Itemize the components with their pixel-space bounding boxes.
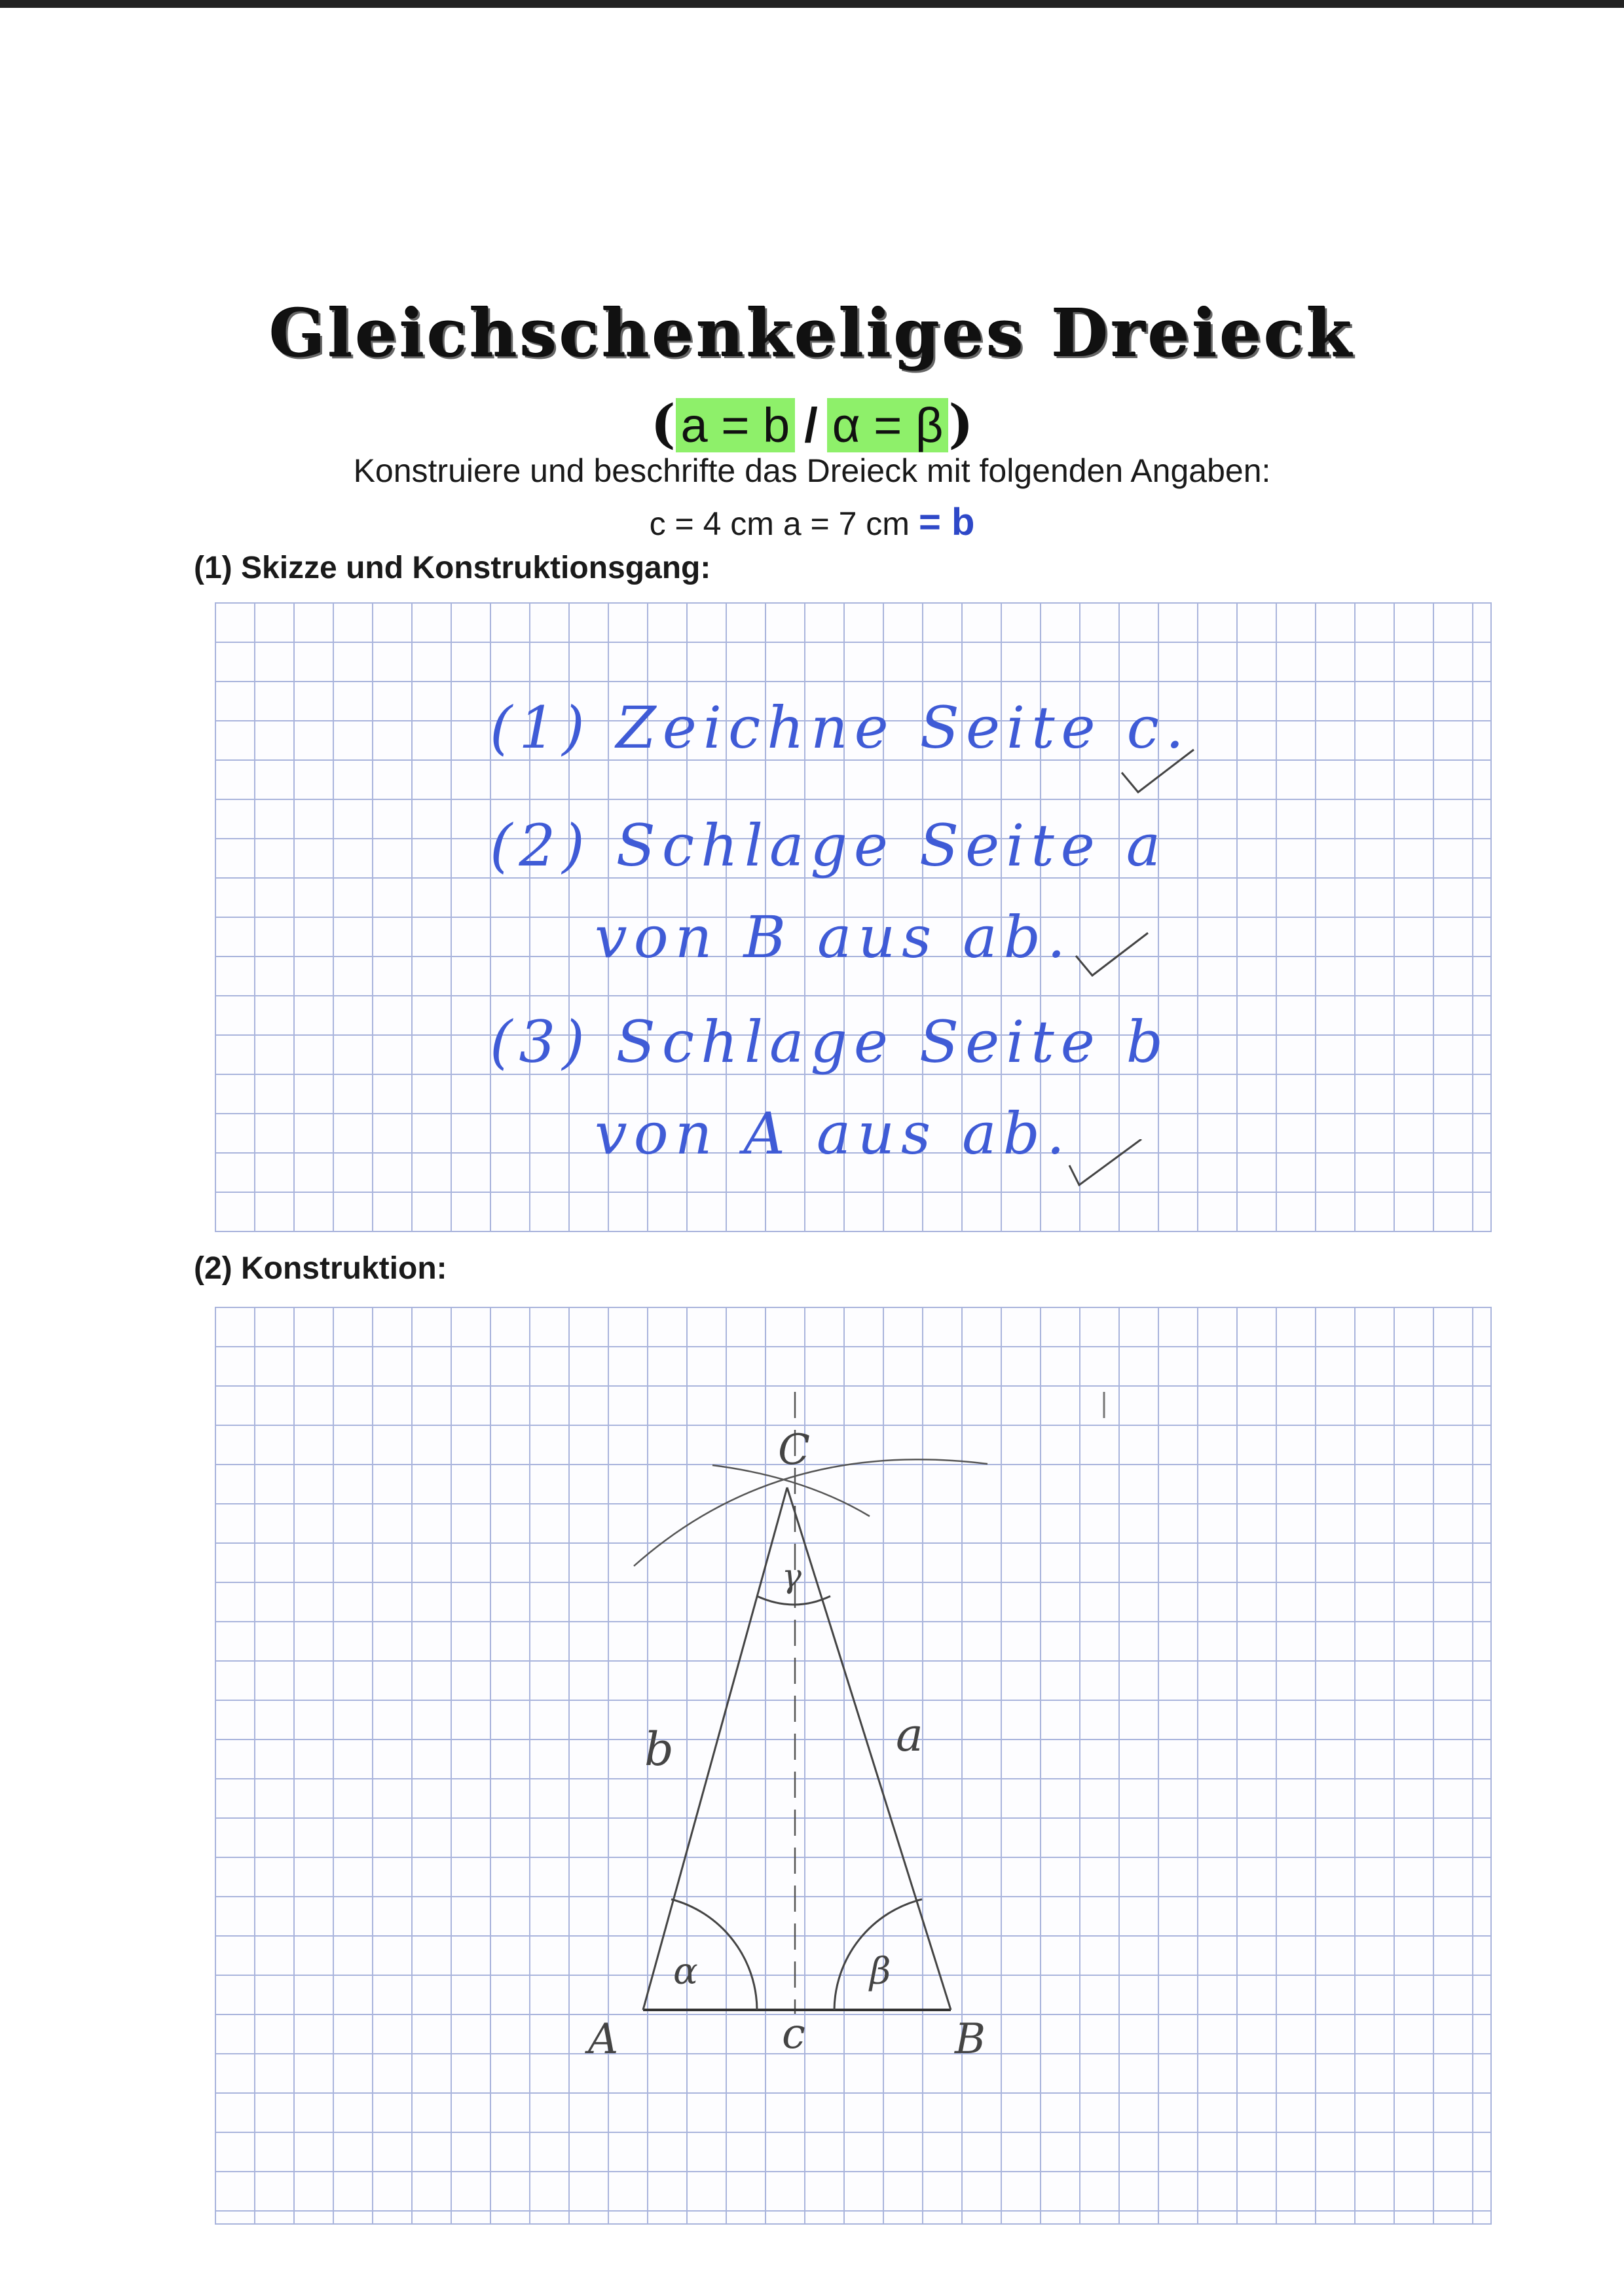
check-mark-2 [1073,930,1151,982]
subtitle-sides-equal: a = b [676,398,796,452]
given-values-text: c = 4 cm a = 7 cm [649,505,910,542]
step-3-line-1: (3) Schlage Seite b [490,1008,1170,1076]
label-side-a: a [896,1708,923,1762]
section-construction-heading: (2) Konstruktion: [194,1251,447,1286]
label-vertex-c: C [778,1426,810,1474]
label-vertex-a: A [588,2015,619,2064]
step-2-line-1: (2) Schlage Seite a [490,812,1168,879]
side-a [787,1487,951,2010]
construction-grid [215,1307,1492,2225]
label-side-c: c [782,2010,805,2058]
label-angle-gamma: γ [782,1557,802,1595]
subtitle-angles-equal: α = β [827,398,949,452]
check-mark-3 [1066,1139,1145,1192]
subtitle-close-paren: ) [948,393,974,454]
given-handwritten-annotation: = b [918,501,975,543]
task-instruction: Konstruiere und beschrifte das Dreieck mit folgenden Angaben: [353,452,1271,489]
step-1: (1) Zeichne Seite c. [490,694,1190,761]
sketch-grid [215,602,1492,1232]
step-2-line-2: von B aus ab. [595,903,1073,971]
check-mark-1 [1118,746,1197,799]
label-angle-alpha: α [673,1950,698,1993]
subtitle-separator: / [804,398,818,452]
subtitle-open-paren: ( [650,393,676,454]
construction-drawing [215,1307,1490,2223]
section-sketch-heading: (1) Skizze und Konstruktionsgang: [194,551,711,585]
label-vertex-b: B [955,2015,986,2064]
arc-from-b [634,1459,987,1566]
scan-edge [0,0,1624,8]
step-3-line-2: von A aus ab. [595,1100,1071,1167]
label-angle-beta: β [870,1950,891,1993]
angle-gamma-arc [757,1596,830,1605]
given-values [0,500,1624,544]
label-side-b: b [644,1722,674,1776]
page-title: Gleichschenkeliges Dreieck [269,295,1355,372]
subtitle [0,393,1624,454]
